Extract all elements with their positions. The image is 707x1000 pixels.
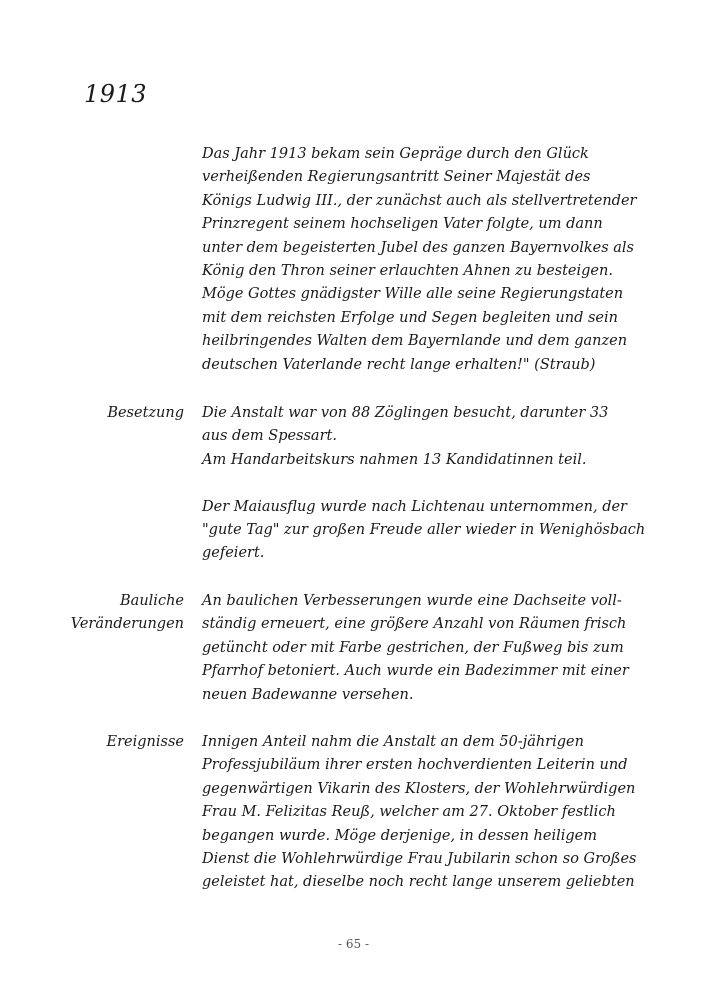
intro-paragraph xyxy=(202,143,642,377)
text-line: Dienst die Wohlehrwürdige Frau Jubilarin schon so Großes xyxy=(202,850,637,867)
text-line: An baulichen Verbesserungen wurde eine Dachseite voll- xyxy=(202,593,622,609)
text-line: Pfarrhof betoniert. Auch wurde ein Badezimmer mit einer xyxy=(202,663,629,680)
text-line: Am Handarbeitskurs nahmen 13 Kandidatinnen teil. xyxy=(202,451,587,468)
ereignisse-paragraph xyxy=(202,731,642,895)
text-line: ständig erneuert, eine größere Anzahl von Räumen frisch xyxy=(202,616,627,633)
text-line: getüncht oder mit Farbe gestrichen, der Fußweg bis zum xyxy=(202,639,624,656)
text-line: aus dem Spessart. xyxy=(202,428,337,445)
text-line: geleistet hat, dieselbe noch recht lange unserem geliebten xyxy=(202,874,635,891)
text-line: deutschen Vaterlande recht lange erhalten!" (Straub) xyxy=(202,356,596,373)
label-text: Veränderungen xyxy=(70,616,184,633)
text-line: "gute Tag" zur großen Freude aller wieder in Wenighösbach xyxy=(202,521,646,538)
text-line: Innigen Anteil nahm die Anstalt an dem 50-jährigen xyxy=(202,734,584,750)
margin-label-ereignisse xyxy=(4,731,184,754)
text-line: mit dem reichsten Erfolge und Segen begleiten und sein xyxy=(202,309,618,326)
text-line: Prinzregent seinem hochseligen Vater folgte, um dann xyxy=(202,216,603,233)
year-heading: 1913 xyxy=(84,80,148,108)
text-line: neuen Badewanne versehen. xyxy=(202,686,414,703)
text-line: König den Thron seiner erlauchten Ahnen zu besteigen. xyxy=(202,262,613,279)
text-line: Das Jahr 1913 bekam sein Gepräge durch den Glück xyxy=(202,146,589,162)
besetzung-paragraph xyxy=(202,402,646,566)
text-line: Frau M. Felizitas Reuß, welcher am 27. Oktober festlich xyxy=(202,804,616,821)
bauliche-paragraph xyxy=(202,590,642,707)
page-number: - 65 - xyxy=(337,937,369,951)
text-line: heilbringendes Walten dem Bayernlande und dem ganzen xyxy=(202,333,628,350)
text-line: gegenwärtigen Vikarin des Klosters, der Wohlehrwürdigen xyxy=(202,780,636,797)
text-line: Königs Ludwig III., der zunächst auch als stellvertretender xyxy=(202,192,637,209)
text-line: begangen wurde. Möge derjenige, in dessen heiligem xyxy=(202,827,597,844)
text-line: Die Anstalt war von 88 Zöglingen besucht, darunter 33 xyxy=(202,405,609,421)
paragraph-gap xyxy=(202,472,642,495)
label-text: Ereignisse xyxy=(106,734,184,750)
label-text: Besetzung xyxy=(107,405,184,421)
text-line: Professjubiläum ihrer ersten hochverdienten Leiterin und xyxy=(202,757,628,774)
text-line: Möge Gottes gnädigster Wille alle seine Regierungstaten xyxy=(202,286,624,303)
margin-label-besetzung xyxy=(4,402,184,425)
label-text: Bauliche xyxy=(120,593,184,609)
text-line: gefeiert. xyxy=(202,545,265,562)
margin-label-bauliche xyxy=(4,590,184,637)
text-line: verheißenden Regierungsantritt Seiner Majestät des xyxy=(202,169,591,186)
text-line: Der Maiausflug wurde nach Lichtenau unternommen, der xyxy=(202,498,627,515)
text-line: unter dem begeisterten Jubel des ganzen Bayernvolkes als xyxy=(202,239,634,256)
